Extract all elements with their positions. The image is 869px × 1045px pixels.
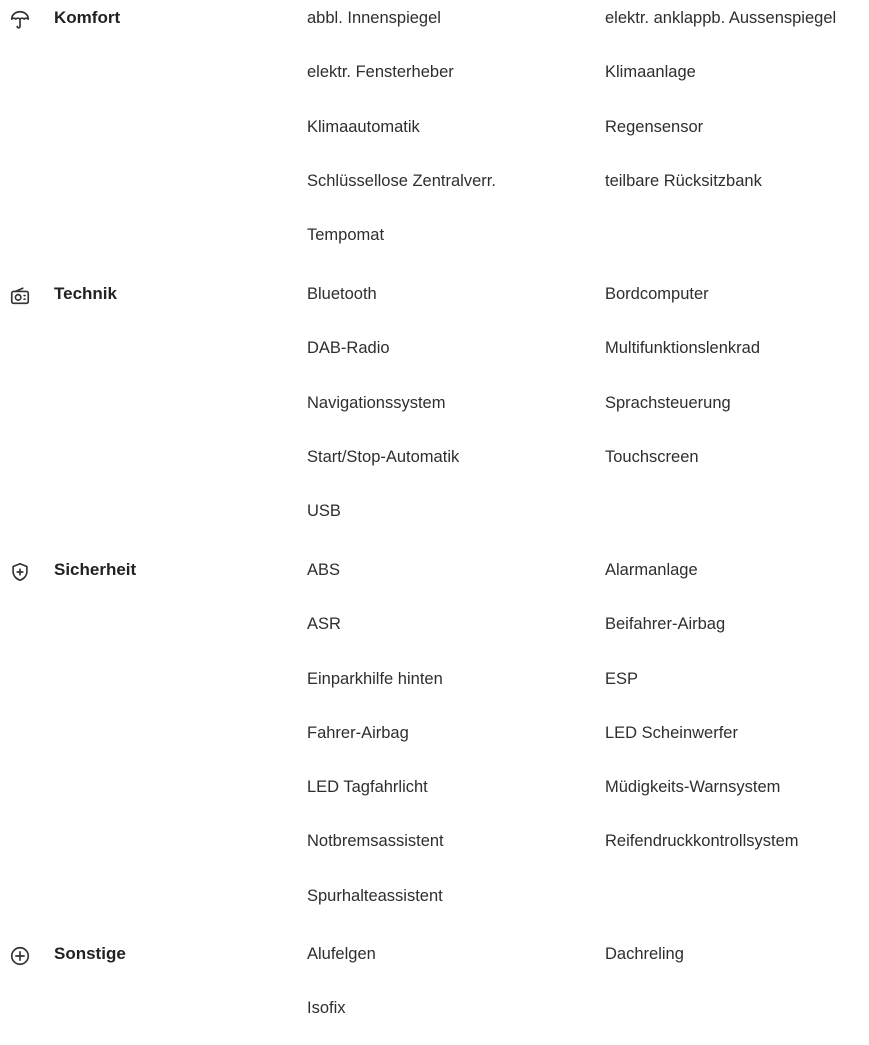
feature-item: Klimaanlage [605, 63, 696, 82]
feature-item: USB [307, 502, 341, 521]
feature-item: teilbare Rücksitzbank [605, 171, 762, 190]
feature-item: Touchscreen [605, 447, 699, 466]
feature-item: Tempomat [307, 226, 385, 245]
category-title: Sicherheit [54, 560, 137, 579]
feature-item: Bordcomputer [605, 285, 709, 303]
feature-item: DAB-Radio [307, 339, 390, 358]
feature-item: Müdigkeits-Warnsystem [605, 778, 781, 797]
category-items [307, 552, 869, 932]
feature-item: Reifendruckkontrollsystem [605, 832, 799, 851]
feature-item: Isofix [307, 999, 346, 1018]
feature-item: Schlüssellose Zentralverr. [307, 171, 496, 190]
shield-plus-icon [9, 561, 31, 583]
feature-item: Dachreling [605, 945, 684, 963]
feature-item: Notbremsassistent [307, 832, 444, 851]
feature-item: Start/Stop-Automatik [307, 447, 460, 466]
category-title: Sonstige [54, 944, 126, 963]
feature-item: Regensensor [605, 117, 704, 136]
feature-item: abbl. Innenspiegel [307, 9, 441, 27]
feature-item: Alarmanlage [605, 561, 698, 579]
feature-item: ESP [605, 669, 639, 688]
category-title: Komfort [54, 8, 121, 27]
category-items [307, 0, 869, 271]
feature-item: elektr. anklappb. Aussenspiegel [605, 9, 837, 27]
feature-item: LED Tagfahrlicht [307, 778, 428, 797]
feature-item: Bluetooth [307, 285, 377, 303]
feature-item: ASR [307, 615, 341, 634]
category-items [307, 276, 869, 547]
feature-item: Einparkhilfe hinten [307, 669, 443, 688]
umbrella-icon [9, 9, 31, 31]
plus-circle-icon [9, 945, 31, 967]
feature-item: elektr. Fensterheber [307, 63, 454, 82]
feature-item: Spurhalteassistent [307, 886, 443, 905]
feature-item: ABS [307, 561, 341, 579]
feature-item: Klimaautomatik [307, 117, 420, 136]
feature-item: Beifahrer-Airbag [605, 615, 726, 634]
feature-item: Fahrer-Airbag [307, 723, 409, 742]
feature-item: Multifunktionslenkrad [605, 339, 760, 358]
feature-item: Alufelgen [307, 945, 376, 963]
feature-item: Navigationssystem [307, 393, 446, 412]
radio-icon [9, 285, 31, 307]
category-title: Technik [54, 284, 117, 303]
feature-item: LED Scheinwerfer [605, 723, 738, 742]
feature-item: Sprachsteuerung [605, 393, 731, 412]
category-items [307, 936, 869, 1045]
